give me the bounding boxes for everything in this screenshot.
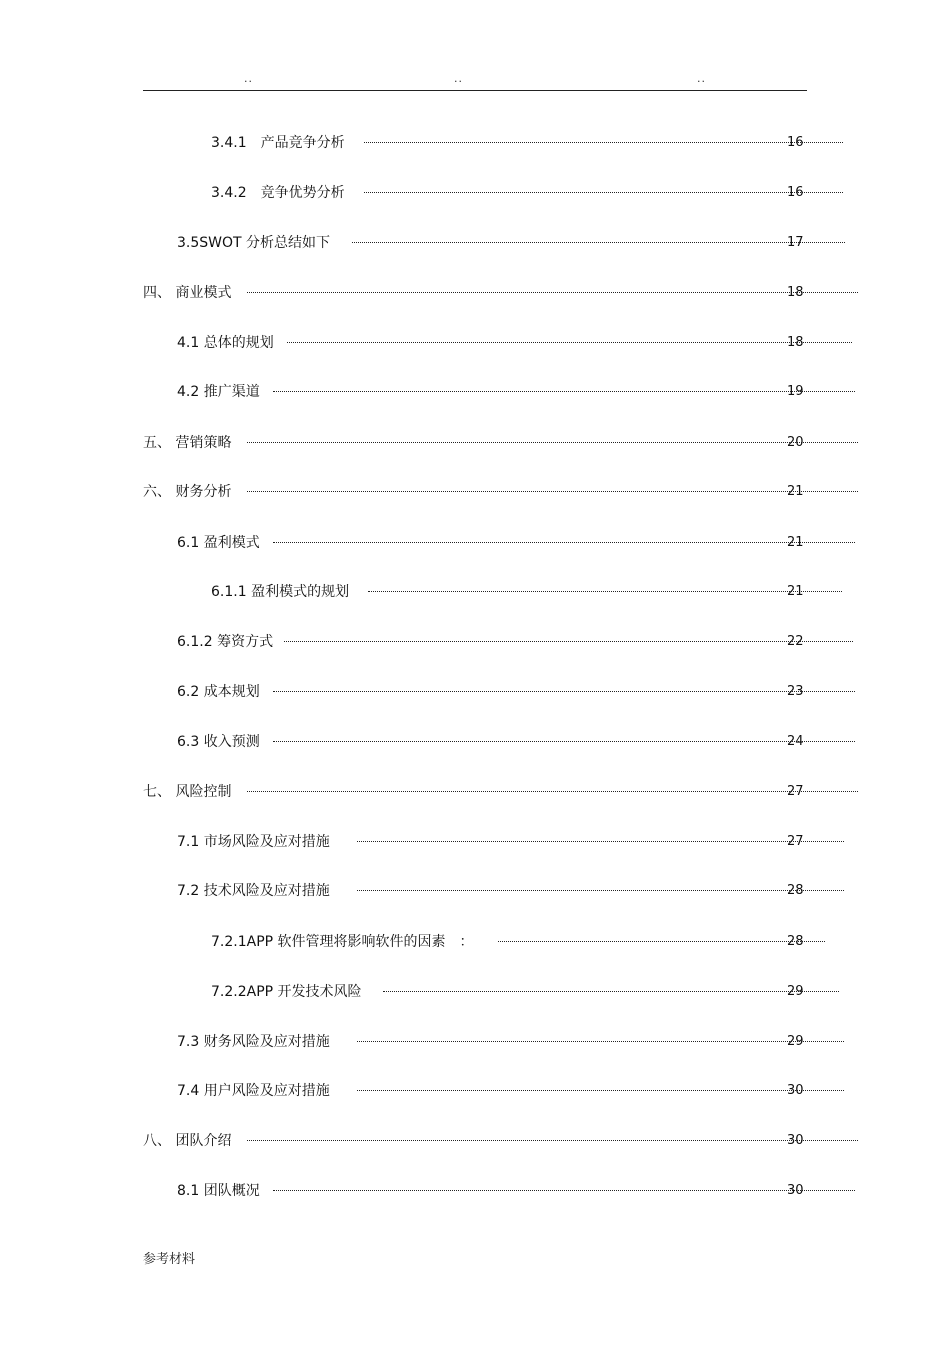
- toc-entry[interactable]: [143, 482, 863, 502]
- toc-page-number: 16: [787, 185, 804, 200]
- toc-entry[interactable]: [177, 1081, 849, 1101]
- toc-entry-title: 四、 商业模式: [143, 283, 235, 303]
- header-mark-right: ..: [697, 72, 706, 85]
- toc-entry-title: 6.1.1 盈利模式的规划: [211, 582, 353, 602]
- toc-leader-dots: [247, 491, 858, 492]
- toc-page-number: 17: [787, 235, 804, 250]
- toc-leader-dots: [383, 991, 839, 992]
- toc-leader-dots: [357, 1041, 844, 1042]
- toc-leader-dots: [247, 791, 858, 792]
- toc-page-number: 28: [787, 934, 804, 949]
- toc-leader-dots: [247, 442, 858, 443]
- header-mark-left: ..: [244, 72, 253, 85]
- toc-page-number: 27: [787, 784, 804, 799]
- toc-entry[interactable]: [177, 832, 849, 852]
- toc-entry[interactable]: [177, 382, 860, 402]
- toc-leader-dots: [273, 542, 855, 543]
- toc-entry-title: 8.1 团队概况: [177, 1181, 264, 1201]
- toc-entry-title: 6.3 收入预测: [177, 732, 264, 752]
- toc-page-number: 21: [787, 535, 804, 550]
- toc-entry-title: 6.2 成本规划: [177, 682, 264, 702]
- toc-entry[interactable]: [211, 183, 848, 203]
- toc-entry[interactable]: [177, 233, 850, 253]
- toc-entry-title: 7.2.2APP 开发技术风险: [211, 982, 366, 1002]
- toc-page-number: 21: [787, 484, 804, 499]
- toc-leader-dots: [273, 741, 855, 742]
- toc-entry-title: 3.4.2 竞争优势分析: [211, 183, 349, 203]
- toc-entry[interactable]: [211, 133, 848, 153]
- toc-page-number: 29: [787, 1034, 804, 1049]
- toc-entry[interactable]: [177, 1181, 860, 1201]
- toc-entry-title: 7.2.1APP 软件管理将影响软件的因素 ：: [211, 932, 478, 952]
- toc-leader-dots: [273, 1190, 855, 1191]
- toc-leader-dots: [352, 242, 845, 243]
- toc-entry-title: 7.4 用户风险及应对措施: [177, 1081, 334, 1101]
- toc-entry-title: 4.1 总体的规划: [177, 333, 278, 353]
- page-footer: 参考材料: [143, 1252, 196, 1267]
- toc-page-number: 19: [787, 384, 804, 399]
- toc-leader-dots: [287, 342, 852, 343]
- toc-entry-title: 7.1 市场风险及应对措施: [177, 832, 334, 852]
- toc-entry[interactable]: [143, 433, 863, 453]
- toc-entry-title: 7.3 财务风险及应对措施: [177, 1032, 334, 1052]
- toc-entry[interactable]: [177, 881, 849, 901]
- toc-entry[interactable]: [177, 333, 857, 353]
- toc-leader-dots: [498, 941, 825, 942]
- toc-page-number: 30: [787, 1133, 804, 1148]
- toc-entry-title: 3.4.1 产品竞争分析: [211, 133, 349, 153]
- toc-entry[interactable]: [143, 283, 863, 303]
- toc-entry[interactable]: [177, 533, 860, 553]
- toc-page-number: 24: [787, 734, 804, 749]
- toc-page-number: 29: [787, 984, 804, 999]
- toc-entry[interactable]: [211, 982, 844, 1002]
- toc-entry-title: 八、 团队介绍: [143, 1131, 235, 1151]
- toc-entry[interactable]: [177, 632, 858, 652]
- toc-entry-title: 七、 风险控制: [143, 782, 235, 802]
- toc-page-number: 23: [787, 684, 804, 699]
- toc-entry-title: 五、 营销策略: [143, 433, 235, 453]
- toc-page-number: 30: [787, 1183, 804, 1198]
- toc-leader-dots: [247, 292, 858, 293]
- toc-entry-title: 六、 财务分析: [143, 482, 235, 502]
- toc-entry-title: 4.2 推广渠道: [177, 382, 264, 402]
- toc-page-number: 20: [787, 435, 804, 450]
- toc-entry[interactable]: [177, 732, 860, 752]
- toc-page-number: 27: [787, 834, 804, 849]
- toc-page-number: 30: [787, 1083, 804, 1098]
- toc-entry[interactable]: [177, 1032, 849, 1052]
- toc-page-number: 22: [787, 634, 804, 649]
- toc-entry-title: 3.5SWOT 分析总结如下: [177, 233, 334, 253]
- toc-entry[interactable]: [211, 932, 830, 952]
- toc-entry[interactable]: [211, 582, 847, 602]
- toc-leader-dots: [247, 1140, 858, 1141]
- toc-leader-dots: [284, 641, 853, 642]
- toc-page-number: 18: [787, 285, 804, 300]
- toc-leader-dots: [364, 192, 843, 193]
- toc-entry-title: 7.2 技术风险及应对措施: [177, 881, 334, 901]
- toc-entry[interactable]: [143, 782, 863, 802]
- toc-leader-dots: [357, 1090, 844, 1091]
- toc-entry-title: 6.1 盈利模式: [177, 533, 264, 553]
- header-mark-center: ..: [454, 72, 463, 85]
- toc-page-number: 28: [787, 883, 804, 898]
- toc-leader-dots: [357, 841, 844, 842]
- toc-page-number: 16: [787, 135, 804, 150]
- toc-entry-title: 6.1.2 筹资方式: [177, 632, 277, 652]
- toc-page-number: 21: [787, 584, 804, 599]
- toc-leader-dots: [357, 890, 844, 891]
- toc-entry[interactable]: [143, 1131, 863, 1151]
- toc-leader-dots: [273, 691, 855, 692]
- toc-leader-dots: [364, 142, 843, 143]
- toc-page-number: 18: [787, 335, 804, 350]
- toc-leader-dots: [273, 391, 855, 392]
- toc-entry[interactable]: [177, 682, 860, 702]
- toc-leader-dots: [368, 591, 842, 592]
